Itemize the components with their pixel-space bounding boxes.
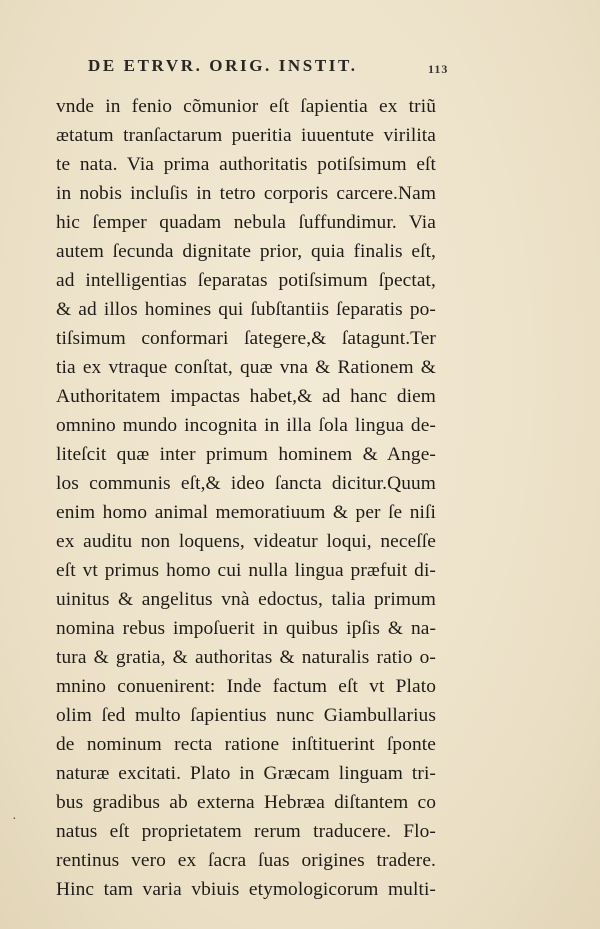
margin-mark: · [12, 812, 17, 827]
text-line: tia ex vtraque conſtat, quæ vna & Rationem & [56, 357, 436, 378]
text-line: los communis eſt,& ideo ſancta dicitur.Quum [56, 473, 436, 494]
text-line: Authoritatem impactas habet,& ad hanc diem [56, 386, 436, 407]
text-line: tiſsimum conformari ſategere,& ſatagunt.Ter [56, 328, 436, 349]
text-line: ex auditu non loquens, videatur loqui, neceſſe [56, 531, 436, 552]
text-line: de nominum recta ratione inſtituerint ſponte [56, 734, 436, 755]
text-line: tura & gratia, & authoritas & naturalis ratio o- [56, 647, 436, 668]
text-line: natus eſt proprietatem rerum traducere. Flo- [56, 821, 436, 842]
text-line: bus gradibus ab externa Hebræa diſtantem co [56, 792, 436, 813]
page-number: 113 [428, 62, 449, 76]
text-line: te nata. Via prima authoritatis potiſsimum eſt [56, 154, 436, 175]
text-line: rentinus vero ex ſacra ſuas origines tradere. [56, 850, 436, 871]
text-line: in nobis incluſis in tetro corporis carcere.Nam [56, 183, 436, 204]
text-line: ætatum tranſactarum pueritia iuuentute virilita [56, 125, 436, 146]
text-line: uinitus & angelitus vnà edoctus, talia primum [56, 589, 436, 610]
text-line: hic ſemper quadam nebula ſuffundimur. Via [56, 212, 436, 233]
text-line: & ad illos homines qui ſubſtantiis ſeparatis po- [56, 299, 436, 320]
text-line: Hinc tam varia vbiuis etymologicorum multi- [56, 879, 436, 900]
text-line: vnde in fenio cõmunior eſt ſapientia ex triũ [56, 96, 436, 117]
text-line: mnino conuenirent: Inde factum eſt vt Plato [56, 676, 436, 697]
text-line: olim ſed multo ſapientius nunc Giambullarius [56, 705, 436, 726]
text-line: eſt vt primus homo cui nulla lingua præfuit di- [56, 560, 436, 581]
text-line: nomina rebus impoſuerit in quibus ipſis & na- [56, 618, 436, 639]
text-line: liteſcit quæ inter primum hominem & Ange- [56, 444, 436, 465]
text-line: ad intelligentias ſeparatas potiſsimum ſpectat, [56, 270, 436, 291]
text-line: autem ſecunda dignitate prior, quia finalis eſt, [56, 241, 436, 262]
body-text [56, 92, 436, 904]
text-line: omnino mundo incognita in illa ſola lingua de- [56, 415, 436, 436]
running-head: DE ETRVR. ORIG. INSTIT. [88, 56, 358, 75]
text-line: naturæ excitati. Plato in Græcam linguam tri- [56, 763, 436, 784]
text-line: enim homo animal memoratiuum & per ſe niſi [56, 502, 436, 523]
